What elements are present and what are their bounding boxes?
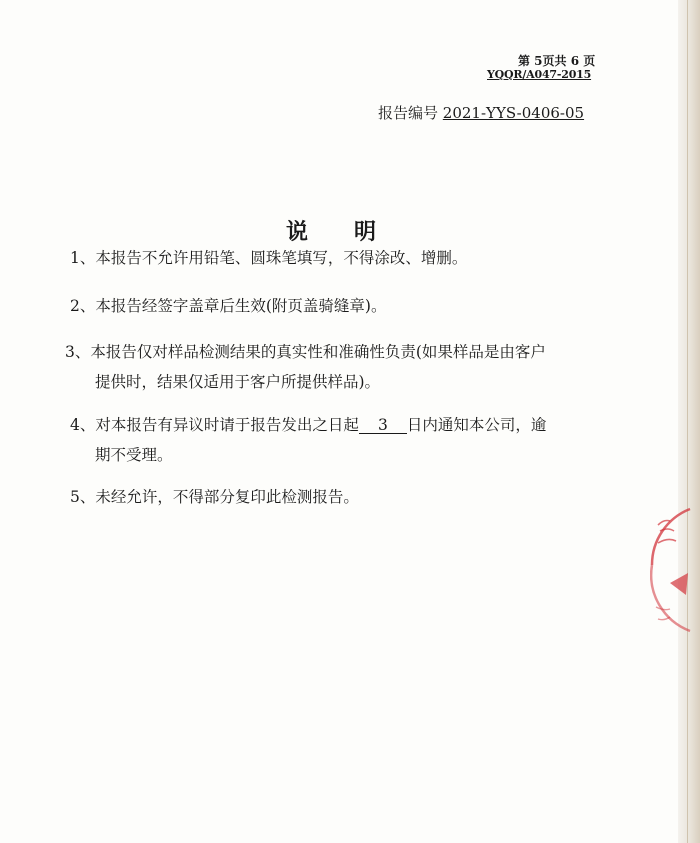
note-item-3: 3、本报告仅对样品检测结果的真实性和准确性负责(如果样品是由客户 bbox=[65, 343, 546, 361]
note-item-4-cont: 期不受理。 bbox=[95, 446, 173, 464]
report-number-label: 报告编号 bbox=[378, 104, 439, 122]
note-item-4 bbox=[70, 415, 546, 435]
red-seal-stamp bbox=[650, 505, 700, 635]
note-item-4-text: 4、对本报告有异议时请于报告发出之日起 bbox=[70, 416, 359, 434]
report-number-value: 2021-YYS-0406-05 bbox=[442, 104, 585, 122]
paper-edge bbox=[678, 0, 700, 843]
page-title: 说明 bbox=[286, 219, 423, 245]
page-count: 第 5页共 6 页 bbox=[518, 54, 596, 68]
report-number bbox=[378, 102, 584, 123]
note-item-1: 1、本报告不允许用铅笔、圆珠笔填写，不得涂改、增删。 bbox=[70, 249, 468, 267]
note-item-3-cont: 提供时，结果仅适用于客户所提供样品)。 bbox=[95, 373, 381, 391]
note-item-2: 2、本报告经签字盖章后生效(附页盖骑缝章)。 bbox=[70, 297, 387, 315]
form-code: YQQR/A047-2015 bbox=[487, 68, 592, 81]
note-item-4-text-end: 日内通知本公司，逾 bbox=[406, 416, 547, 434]
response-days-value: 3 bbox=[359, 417, 407, 434]
paper-edge-line bbox=[687, 0, 688, 843]
note-item-5: 5、未经允许，不得部分复印此检测报告。 bbox=[70, 488, 359, 506]
